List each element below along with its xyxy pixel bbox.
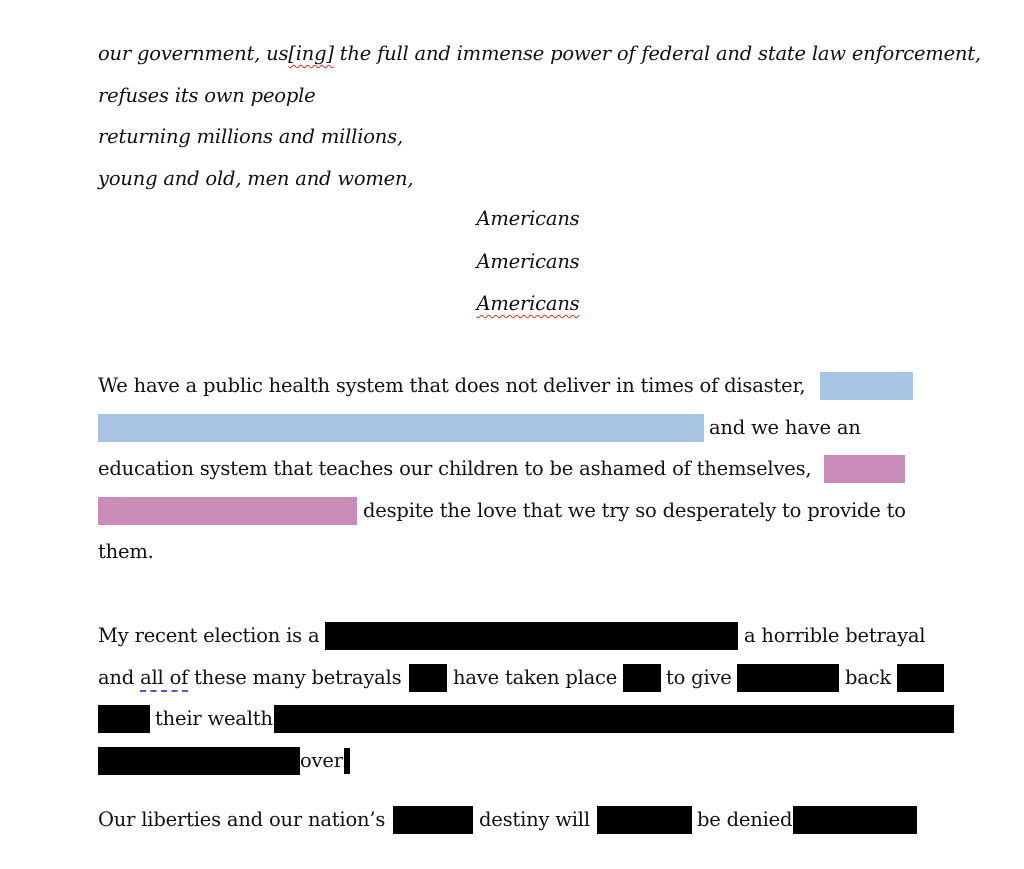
para2-text: these many betrayals <box>188 666 402 689</box>
redaction-bar <box>597 806 692 834</box>
redaction-bar <box>409 664 447 692</box>
poem-centered-line-3 <box>0 290 1024 318</box>
spelling-flagged-word[interactable]: Americans <box>476 292 580 315</box>
blue-highlight <box>98 414 704 442</box>
poem-centered-line-2: Americans <box>476 250 580 273</box>
para1-line-2: and we have an <box>709 416 861 439</box>
para3-line-1a: Our liberties and our nation’s <box>98 808 386 831</box>
para2-line-1a: My recent election is a <box>98 624 320 647</box>
para2-line-2a <box>98 664 401 692</box>
poem-centered-line-1: Americans <box>476 207 580 230</box>
poem-text: the full and immense power of federal and state law enforcement, <box>333 42 981 65</box>
text-cursor <box>344 748 350 774</box>
para1-line-1: We have a public health system that does not deliver in times of disaster, <box>98 374 806 397</box>
para3-line-1c: be denied <box>697 808 793 831</box>
para3-line-1b: destiny will <box>479 808 590 831</box>
redaction-bar <box>98 705 150 733</box>
redaction-bar <box>98 747 300 775</box>
blue-highlight <box>820 372 913 400</box>
redaction-bar <box>325 622 738 650</box>
redaction-bar <box>737 664 839 692</box>
para2-line-3a: their wealth <box>155 707 273 730</box>
para2-line-2e: to give <box>666 666 732 689</box>
pink-highlight <box>98 497 357 525</box>
redaction-bar <box>623 664 661 692</box>
redaction-bar <box>393 806 473 834</box>
para2-line-4a: over <box>300 749 343 772</box>
grammar-flagged-phrase[interactable]: all of <box>140 666 189 689</box>
pink-highlight <box>824 455 905 483</box>
para2-line-1b: a horrible betrayal <box>744 624 926 647</box>
poem-line-2: refuses its own people <box>98 84 316 107</box>
poem-line-4: young and old, men and women, <box>98 167 414 190</box>
para1-line-5: them. <box>98 540 154 563</box>
para2-text: and <box>98 666 141 689</box>
redaction-bar <box>793 806 917 834</box>
para2-line-2d: have taken place <box>453 666 618 689</box>
para1-line-3: education system that teaches our children to be ashamed of themselves, <box>98 457 812 480</box>
redaction-bar <box>274 705 954 733</box>
poem-text: our government, us <box>98 42 289 65</box>
redaction-bar <box>897 664 944 692</box>
para2-line-2f: back <box>845 666 892 689</box>
poem-line-1 <box>98 40 981 68</box>
poem-line-3: returning millions and millions, <box>98 125 403 148</box>
para1-line-4: despite the love that we try so desperately to provide to <box>363 499 906 522</box>
spelling-flagged-word[interactable]: [ing] <box>288 42 334 65</box>
